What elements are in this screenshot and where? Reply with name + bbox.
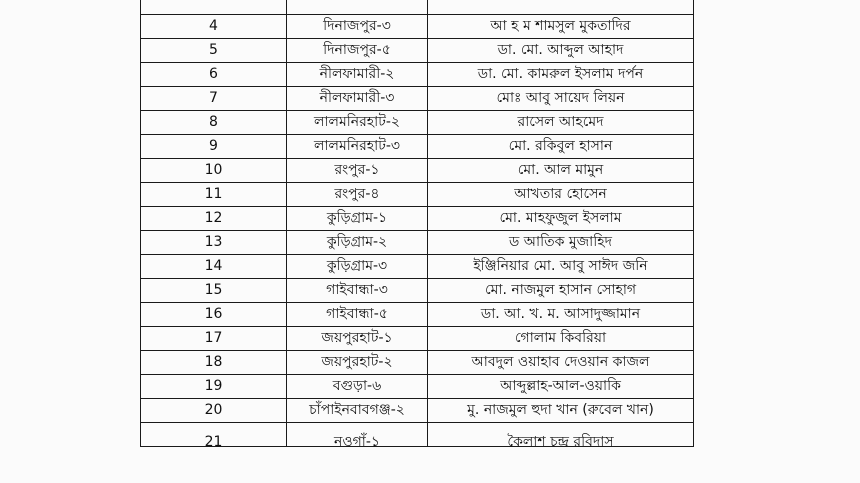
serial-number-cell: [141, 39, 287, 63]
serial-number-cell: [141, 327, 287, 351]
constituency-cell-text: নীলফামারী-২: [319, 66, 395, 82]
constituency-cell-text: রংপুর-৪: [334, 186, 380, 202]
constituency-cell: [287, 399, 428, 423]
candidate-name-cell: [428, 183, 694, 207]
serial-number-cell-text: 14: [204, 258, 223, 274]
candidate-name-cell-text: আবদুল ওয়াহাব দেওয়ান কাজল: [471, 354, 650, 370]
serial-number-cell-text: 18: [204, 354, 223, 370]
constituency-cell-text: লালমনিরহাট-২: [314, 114, 400, 130]
serial-number-cell: [141, 423, 287, 447]
table-row: [141, 351, 694, 375]
serial-number-cell-text: 16: [204, 306, 223, 322]
constituency-cell: [287, 231, 428, 255]
candidate-name-cell: [428, 303, 694, 327]
table-row: [141, 39, 694, 63]
candidate-name-cell: [428, 375, 694, 399]
serial-number-cell: [141, 399, 287, 423]
serial-number-cell-text: 11: [204, 186, 223, 202]
constituency-cell: [287, 111, 428, 135]
serial-number-cell: [141, 111, 287, 135]
candidate-name-cell: [428, 327, 694, 351]
serial-number-cell: [141, 231, 287, 255]
candidate-name-cell-text: মো. রকিবুল হাসান: [508, 138, 613, 154]
serial-number-cell: [141, 351, 287, 375]
constituency-cell-text: গাইবান্ধা-৫: [326, 306, 388, 322]
candidate-name-cell-text: আব্দুল্লাহ-আল-ওয়াকি: [500, 378, 621, 394]
candidate-name-cell-text: আখতার হোসেন: [514, 186, 607, 202]
serial-number-cell-text: 6: [209, 66, 218, 82]
constituency-cell-text: কুড়িগ্রাম-২: [326, 234, 388, 250]
serial-number-cell: [141, 303, 287, 327]
candidate-name-cell: [428, 0, 694, 15]
constituency-cell: [287, 423, 428, 447]
serial-number-cell-text: 19: [204, 378, 223, 394]
candidate-name-cell: [428, 279, 694, 303]
table-row: [141, 327, 694, 351]
candidate-name-cell-text: রাসেল আহমেদ: [517, 114, 604, 130]
candidate-name-cell: [428, 63, 694, 87]
serial-number-cell-text: 5: [209, 42, 218, 58]
candidate-name-cell-text: মো. নাজমুল হাসান সোহাগ: [484, 282, 637, 298]
candidate-name-cell-text: ডা. মো. আব্দুল আহাদ: [497, 42, 624, 58]
candidate-name-cell: [428, 255, 694, 279]
candidate-table: [140, 0, 694, 447]
constituency-cell-text: কুড়িগ্রাম-১: [326, 210, 388, 226]
candidate-name-cell-text: ডা. আ. খ. ম. আসাদুজ্জামান: [480, 306, 641, 322]
table-row: [141, 0, 694, 15]
serial-number-cell: [141, 87, 287, 111]
table-row: [141, 15, 694, 39]
constituency-cell-text: কুড়িগ্রাম-৩: [326, 258, 388, 274]
constituency-cell: [287, 375, 428, 399]
candidate-table-body: [141, 0, 694, 447]
serial-number-cell: [141, 15, 287, 39]
table-row: [141, 207, 694, 231]
table-row: [141, 111, 694, 135]
constituency-cell: [287, 351, 428, 375]
constituency-cell-text: গাইবান্ধা-৩: [326, 282, 388, 298]
candidate-name-cell: [428, 399, 694, 423]
candidate-name-cell: [428, 423, 694, 447]
candidate-name-cell-text: মু. নাজমুল হুদা খান (রুবেল খান): [467, 402, 654, 418]
constituency-cell-text: দিনাজপুর-৫: [323, 42, 391, 58]
serial-number-cell-text: 17: [204, 330, 223, 346]
constituency-cell-text: জয়পুরহাট-১: [321, 330, 393, 346]
candidate-name-cell-text: ডা. মো. কামরুল ইসলাম দর্পন: [477, 66, 644, 82]
serial-number-cell-text: 21: [204, 434, 223, 447]
constituency-cell: [287, 303, 428, 327]
constituency-cell-text: নীলফামারী-৩: [319, 90, 395, 106]
table-row: [141, 183, 694, 207]
serial-number-cell-text: 8: [209, 114, 218, 130]
candidate-name-cell: [428, 39, 694, 63]
serial-number-cell-text: 4: [209, 18, 218, 34]
candidate-name-cell: [428, 111, 694, 135]
serial-number-cell: [141, 255, 287, 279]
candidate-name-cell-text: আ হ ম শামসুল মুকতাদির: [490, 18, 631, 34]
constituency-cell-text: দিনাজপুর-৩: [323, 18, 391, 34]
table-row: [141, 231, 694, 255]
candidate-name-cell: [428, 15, 694, 39]
serial-number-cell-text: 10: [204, 162, 223, 178]
table-row: [141, 399, 694, 423]
table-row: [141, 255, 694, 279]
candidate-name-cell-text: গোলাম কিবরিয়া: [514, 330, 607, 346]
candidate-name-cell-text: ড আতিক মুজাহিদ: [509, 234, 612, 250]
serial-number-cell: [141, 0, 287, 15]
constituency-cell-text: জয়পুরহাট-২: [321, 354, 393, 370]
serial-number-cell-text: 20: [204, 402, 223, 418]
candidate-name-cell: [428, 207, 694, 231]
constituency-cell-text: নওগাঁ-১: [333, 434, 381, 447]
constituency-cell-text: রংপুর-১: [334, 162, 380, 178]
serial-number-cell: [141, 207, 287, 231]
table-row: [141, 159, 694, 183]
constituency-cell: [287, 0, 428, 15]
constituency-cell-text: বগুড়া-৬: [332, 378, 382, 394]
constituency-cell: [287, 63, 428, 87]
serial-number-cell-text: 15: [204, 282, 223, 298]
constituency-cell: [287, 15, 428, 39]
constituency-cell-text: লালমনিরহাট-৩: [314, 138, 400, 154]
table-row: [141, 87, 694, 111]
constituency-cell: [287, 159, 428, 183]
constituency-cell-text: চাঁপাইনবাবগঞ্জ-২: [309, 402, 405, 418]
table-row: [141, 63, 694, 87]
constituency-cell: [287, 87, 428, 111]
table-row: [141, 303, 694, 327]
serial-number-cell: [141, 135, 287, 159]
candidate-name-cell: [428, 231, 694, 255]
constituency-cell: [287, 183, 428, 207]
serial-number-cell-text: 9: [209, 138, 218, 154]
serial-number-cell: [141, 183, 287, 207]
table-row: [141, 279, 694, 303]
constituency-cell: [287, 207, 428, 231]
candidate-name-cell-text: মো. মাহফুজুল ইসলাম: [499, 210, 622, 226]
serial-number-cell-text: 13: [204, 234, 223, 250]
table-row: [141, 423, 694, 447]
candidate-name-cell-text: মো. আল মামুন: [517, 162, 604, 178]
serial-number-cell: [141, 279, 287, 303]
constituency-cell: [287, 279, 428, 303]
candidate-name-cell-text: কৈলাশ চন্দ্র রবিদাস: [507, 434, 614, 447]
candidate-name-cell-text: মোঃ আবু সায়েদ লিয়ন: [496, 90, 625, 106]
serial-number-cell: [141, 159, 287, 183]
serial-number-cell: [141, 63, 287, 87]
serial-number-cell-text: 7: [209, 90, 218, 106]
serial-number-cell-text: 12: [204, 210, 223, 226]
candidate-name-cell: [428, 159, 694, 183]
table-row: [141, 135, 694, 159]
serial-number-cell: [141, 375, 287, 399]
constituency-cell: [287, 39, 428, 63]
candidate-name-cell: [428, 87, 694, 111]
constituency-cell: [287, 255, 428, 279]
candidate-name-cell: [428, 135, 694, 159]
constituency-cell: [287, 327, 428, 351]
table-row: [141, 375, 694, 399]
constituency-cell: [287, 135, 428, 159]
candidate-name-cell-text: ইঞ্জিনিয়ার মো. আবু সাঈদ জনি: [473, 258, 648, 274]
candidate-name-cell: [428, 351, 694, 375]
